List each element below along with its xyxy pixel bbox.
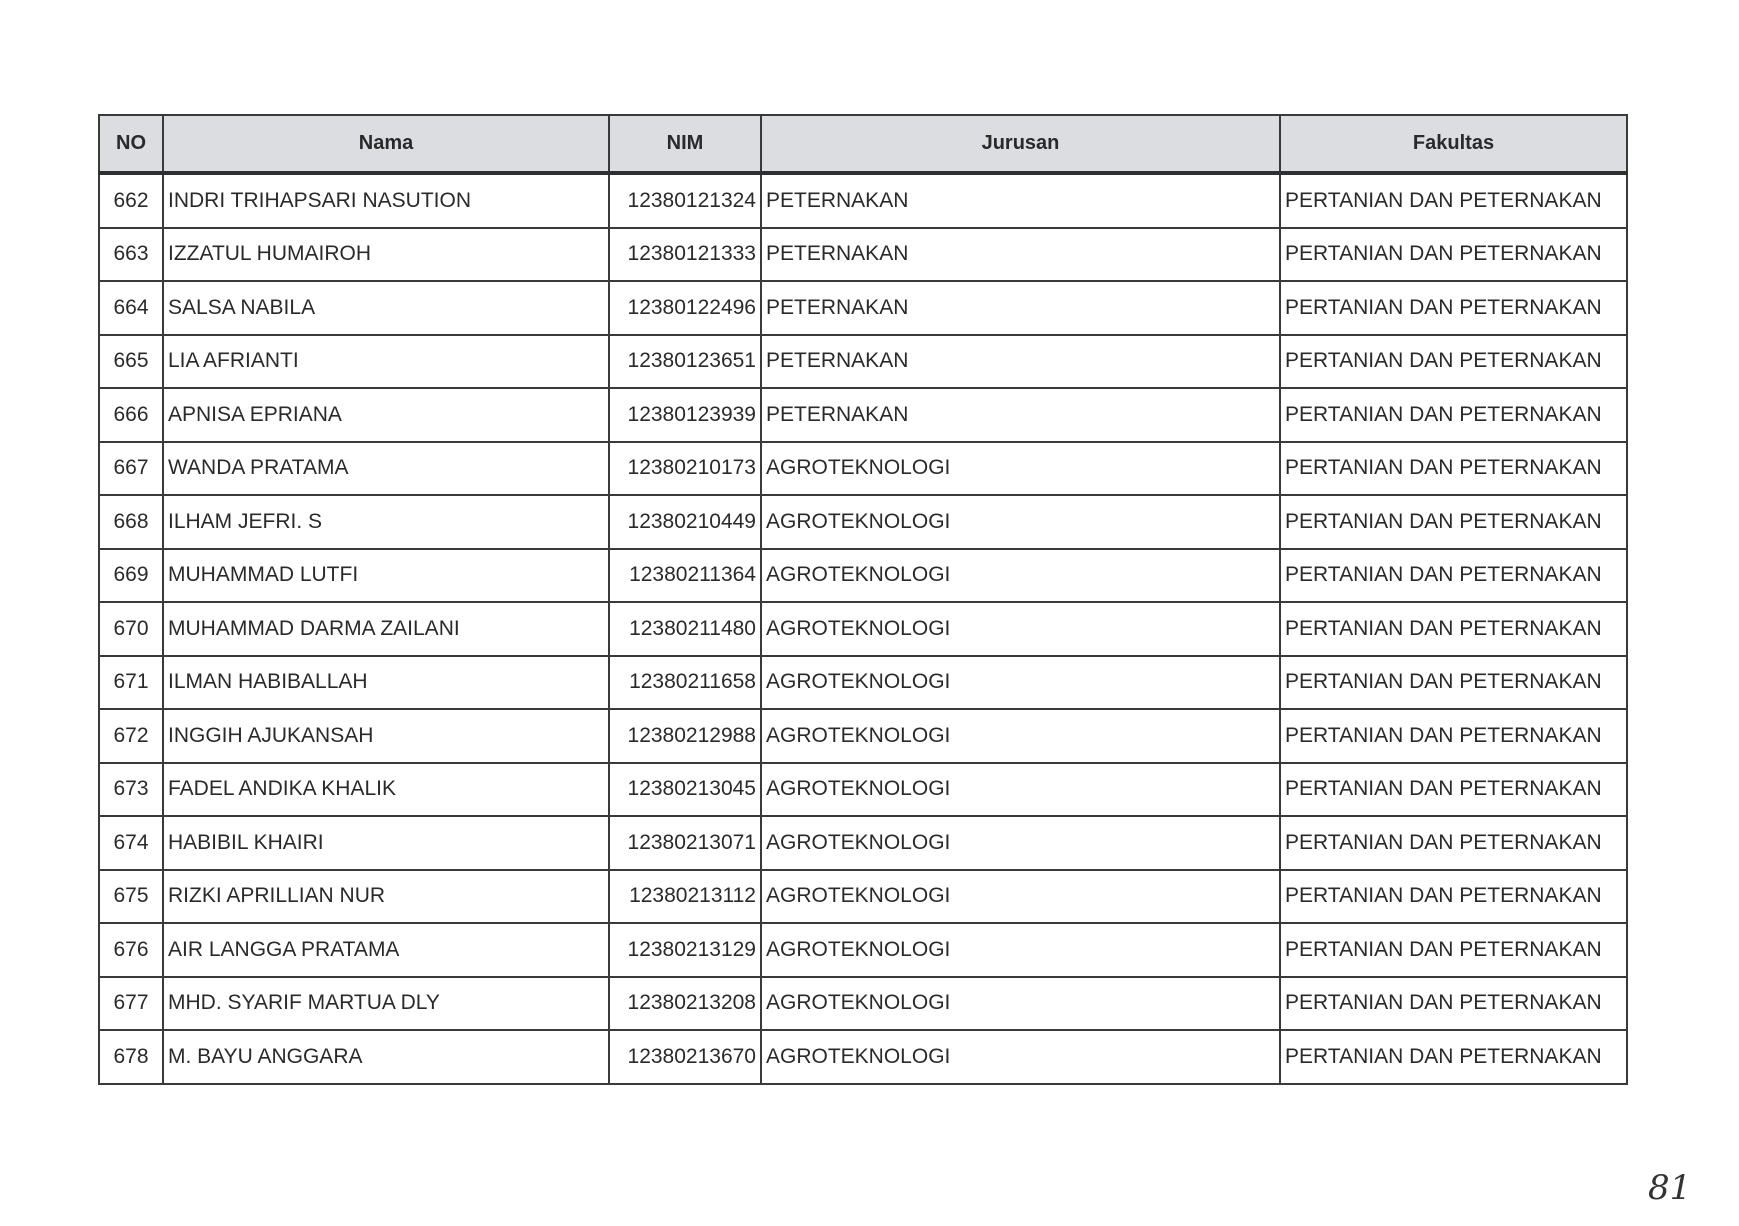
cell-nama: IZZATUL HUMAIROH xyxy=(163,228,609,282)
cell-fakultas: PERTANIAN DAN PETERNAKAN xyxy=(1280,388,1627,442)
header-row xyxy=(99,115,1627,173)
cell-fakultas: PERTANIAN DAN PETERNAKAN xyxy=(1280,870,1627,924)
cell-nama: FADEL ANDIKA KHALIK xyxy=(163,763,609,817)
cell-no: 672 xyxy=(99,709,163,763)
cell-jurusan: AGROTEKNOLOGI xyxy=(761,1030,1280,1084)
cell-no: 664 xyxy=(99,281,163,335)
cell-fakultas: PERTANIAN DAN PETERNAKAN xyxy=(1280,1030,1627,1084)
cell-fakultas: PERTANIAN DAN PETERNAKAN xyxy=(1280,656,1627,710)
cell-jurusan: AGROTEKNOLOGI xyxy=(761,549,1280,603)
cell-nama: ILMAN HABIBALLAH xyxy=(163,656,609,710)
cell-jurusan: AGROTEKNOLOGI xyxy=(761,495,1280,549)
cell-no: 668 xyxy=(99,495,163,549)
table-row xyxy=(99,763,1627,817)
header-jurusan: Jurusan xyxy=(761,115,1280,173)
table-row xyxy=(99,228,1627,282)
table-row xyxy=(99,388,1627,442)
table-row xyxy=(99,816,1627,870)
cell-fakultas: PERTANIAN DAN PETERNAKAN xyxy=(1280,549,1627,603)
cell-jurusan: AGROTEKNOLOGI xyxy=(761,816,1280,870)
cell-fakultas: PERTANIAN DAN PETERNAKAN xyxy=(1280,335,1627,389)
cell-no: 666 xyxy=(99,388,163,442)
cell-nama: AIR LANGGA PRATAMA xyxy=(163,923,609,977)
handwritten-page-number: 81 xyxy=(1648,1168,1692,1208)
table-row xyxy=(99,709,1627,763)
cell-nama: MUHAMMAD DARMA ZAILANI xyxy=(163,602,609,656)
cell-jurusan: AGROTEKNOLOGI xyxy=(761,442,1280,496)
cell-jurusan: PETERNAKAN xyxy=(761,335,1280,389)
cell-jurusan: AGROTEKNOLOGI xyxy=(761,763,1280,817)
cell-nim: 12380121324 xyxy=(609,173,761,228)
cell-jurusan: AGROTEKNOLOGI xyxy=(761,977,1280,1031)
cell-nim: 12380210449 xyxy=(609,495,761,549)
cell-nim: 12380121333 xyxy=(609,228,761,282)
cell-nama: HABIBIL KHAIRI xyxy=(163,816,609,870)
cell-nim: 12380212988 xyxy=(609,709,761,763)
table-row xyxy=(99,923,1627,977)
cell-nama: LIA AFRIANTI xyxy=(163,335,609,389)
cell-fakultas: PERTANIAN DAN PETERNAKAN xyxy=(1280,228,1627,282)
table-row xyxy=(99,442,1627,496)
cell-nim: 12380213045 xyxy=(609,763,761,817)
cell-nim: 12380213670 xyxy=(609,1030,761,1084)
cell-fakultas: PERTANIAN DAN PETERNAKAN xyxy=(1280,816,1627,870)
cell-no: 671 xyxy=(99,656,163,710)
cell-nim: 12380122496 xyxy=(609,281,761,335)
table-row xyxy=(99,281,1627,335)
table-row xyxy=(99,656,1627,710)
header-nama: Nama xyxy=(163,115,609,173)
cell-jurusan: AGROTEKNOLOGI xyxy=(761,656,1280,710)
cell-no: 670 xyxy=(99,602,163,656)
table-row xyxy=(99,173,1627,228)
cell-no: 674 xyxy=(99,816,163,870)
cell-nim: 12380123939 xyxy=(609,388,761,442)
cell-nama: INDRI TRIHAPSARI NASUTION xyxy=(163,173,609,228)
student-table xyxy=(98,114,1628,1085)
table-row xyxy=(99,977,1627,1031)
cell-nim: 12380211480 xyxy=(609,602,761,656)
table-row xyxy=(99,549,1627,603)
cell-nama: APNISA EPRIANA xyxy=(163,388,609,442)
cell-no: 675 xyxy=(99,870,163,924)
cell-nama: MUHAMMAD LUTFI xyxy=(163,549,609,603)
cell-nama: MHD. SYARIF MARTUA DLY xyxy=(163,977,609,1031)
cell-nama: SALSA NABILA xyxy=(163,281,609,335)
cell-jurusan: AGROTEKNOLOGI xyxy=(761,709,1280,763)
cell-nama: INGGIH AJUKANSAH xyxy=(163,709,609,763)
header-no: NO xyxy=(99,115,163,173)
cell-nim: 12380213208 xyxy=(609,977,761,1031)
table-row xyxy=(99,602,1627,656)
cell-jurusan: AGROTEKNOLOGI xyxy=(761,602,1280,656)
table-row xyxy=(99,495,1627,549)
cell-fakultas: PERTANIAN DAN PETERNAKAN xyxy=(1280,763,1627,817)
cell-fakultas: PERTANIAN DAN PETERNAKAN xyxy=(1280,173,1627,228)
header-fakultas: Fakultas xyxy=(1280,115,1627,173)
cell-no: 677 xyxy=(99,977,163,1031)
cell-no: 667 xyxy=(99,442,163,496)
table-body xyxy=(99,173,1627,1084)
cell-nim: 12380211364 xyxy=(609,549,761,603)
table-header xyxy=(99,115,1627,173)
cell-jurusan: AGROTEKNOLOGI xyxy=(761,870,1280,924)
cell-no: 663 xyxy=(99,228,163,282)
table-row xyxy=(99,870,1627,924)
cell-fakultas: PERTANIAN DAN PETERNAKAN xyxy=(1280,602,1627,656)
cell-nim: 12380123651 xyxy=(609,335,761,389)
cell-nim: 12380213112 xyxy=(609,870,761,924)
cell-nim: 12380210173 xyxy=(609,442,761,496)
header-nim: NIM xyxy=(609,115,761,173)
cell-fakultas: PERTANIAN DAN PETERNAKAN xyxy=(1280,495,1627,549)
cell-jurusan: PETERNAKAN xyxy=(761,281,1280,335)
cell-nama: RIZKI APRILLIAN NUR xyxy=(163,870,609,924)
cell-no: 665 xyxy=(99,335,163,389)
cell-no: 676 xyxy=(99,923,163,977)
cell-nama: M. BAYU ANGGARA xyxy=(163,1030,609,1084)
cell-fakultas: PERTANIAN DAN PETERNAKAN xyxy=(1280,977,1627,1031)
cell-fakultas: PERTANIAN DAN PETERNAKAN xyxy=(1280,923,1627,977)
cell-jurusan: PETERNAKAN xyxy=(761,173,1280,228)
cell-nim: 12380213071 xyxy=(609,816,761,870)
cell-jurusan: AGROTEKNOLOGI xyxy=(761,923,1280,977)
cell-fakultas: PERTANIAN DAN PETERNAKAN xyxy=(1280,281,1627,335)
cell-fakultas: PERTANIAN DAN PETERNAKAN xyxy=(1280,709,1627,763)
cell-no: 662 xyxy=(99,173,163,228)
cell-no: 673 xyxy=(99,763,163,817)
cell-jurusan: PETERNAKAN xyxy=(761,388,1280,442)
cell-nim: 12380213129 xyxy=(609,923,761,977)
cell-no: 669 xyxy=(99,549,163,603)
table-row xyxy=(99,335,1627,389)
cell-no: 678 xyxy=(99,1030,163,1084)
table-row xyxy=(99,1030,1627,1084)
cell-fakultas: PERTANIAN DAN PETERNAKAN xyxy=(1280,442,1627,496)
cell-nama: WANDA PRATAMA xyxy=(163,442,609,496)
cell-jurusan: PETERNAKAN xyxy=(761,228,1280,282)
cell-nama: ILHAM JEFRI. S xyxy=(163,495,609,549)
cell-nim: 12380211658 xyxy=(609,656,761,710)
